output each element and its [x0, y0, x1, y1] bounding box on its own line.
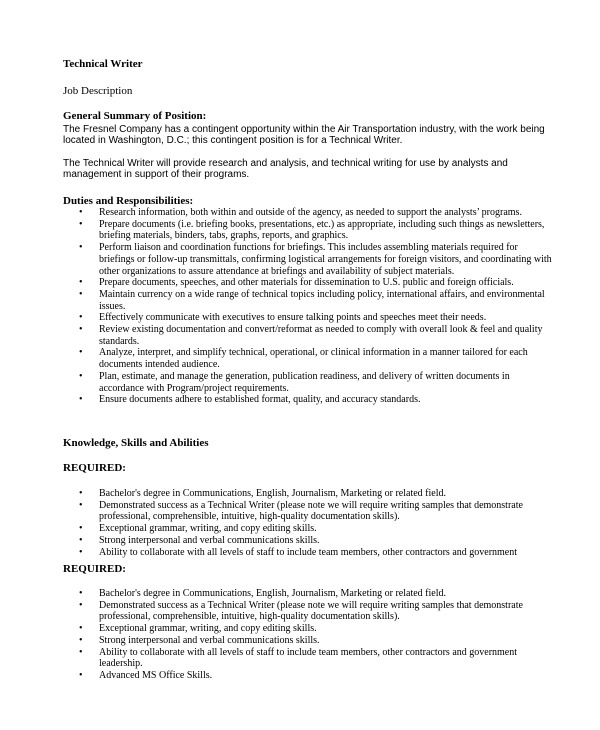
bullet-icon: • — [79, 347, 83, 359]
list-item — [63, 500, 553, 523]
bullet-icon: • — [79, 370, 83, 382]
bullet-icon: • — [79, 534, 83, 546]
list-item-text: Exceptional grammar, writing, and copy editing skills. — [99, 523, 317, 535]
list-item-text: Strong interpersonal and verbal communications skills. — [99, 534, 320, 546]
bullet-icon: • — [79, 242, 83, 254]
list-item-text: Bachelor's degree in Communications, English, Journalism, Marketing or related field. — [99, 488, 446, 499]
list-item — [63, 312, 553, 324]
list-item — [63, 547, 553, 559]
list-item — [63, 207, 553, 219]
bullet-icon: • — [79, 394, 83, 406]
list-item-text: Analyze, interpret, and simplify technical, operational, or clinical information in a manner tailored for each documents intended audience. — [99, 347, 528, 371]
list-item-text: Ensure documents adhere to established format, quality, and accuracy standards. — [99, 394, 421, 406]
bullet-icon: • — [79, 546, 83, 558]
list-item-text: Prepare documents (i.e. briefing books, presentations, etc.) as appropriate, including such things as newsletters, briefing materials, binders, tabs, graphs, reports, and graphics. — [99, 218, 545, 242]
summary-paragraph-2: The Technical Writer will provide research and analysis, and technical writing for use by analysts and management in support of their programs. — [63, 158, 508, 180]
bullet-icon: • — [79, 488, 83, 499]
bullet-icon: • — [79, 588, 83, 599]
doc-subtitle: Job Description — [63, 85, 133, 97]
doc-title: Technical Writer — [63, 58, 143, 70]
list-item-text: Review existing documentation and convert/reformat as needed to comply with overall look & feel and quality standards. — [99, 324, 543, 347]
bullet-icon: • — [79, 623, 83, 635]
list-item — [63, 670, 553, 682]
list-item-text: Advanced MS Office Skills. — [99, 669, 213, 681]
bullet-icon: • — [79, 288, 83, 300]
required-heading-1: REQUIRED: — [63, 462, 126, 474]
list-item — [63, 219, 553, 242]
list-item-text: Perform liaison and coordination functions for briefings. This includes assembling materials required for briefings or follow-up transmittals, confirming logistical arrangements for foreign visitors, and coordinating with other organizations to assure attendance at briefings and availability of subject materials. — [99, 242, 552, 277]
list-item — [63, 347, 553, 370]
bullet-icon: • — [79, 634, 83, 646]
list-item-text: Effectively communicate with executives to ensure talking points and speeches meet their needs. — [99, 312, 487, 324]
list-item — [63, 523, 553, 535]
required-list-2 — [63, 588, 553, 682]
list-item — [63, 289, 553, 312]
list-item-text: Exceptional grammar, writing, and copy editing skills. — [99, 623, 317, 635]
list-item-text: Plan, estimate, and manage the generation, publication readiness, and delivery of written documents in accordance with Program/project requirements. — [99, 370, 510, 394]
list-item-text: Maintain currency on a wide range of technical topics including policy, international affairs, and environmental issues. — [99, 288, 545, 312]
list-item — [63, 394, 553, 406]
ksa-heading: Knowledge, Skills and Abilities — [63, 437, 209, 449]
list-item-text: Prepare documents, speeches, and other materials for dissemination to U.S. public and foreign officials. — [99, 277, 514, 289]
list-item — [63, 371, 553, 394]
list-item — [63, 635, 553, 647]
list-item-text: Strong interpersonal and verbal communications skills. — [99, 634, 320, 646]
list-item — [63, 600, 553, 623]
bullet-icon: • — [79, 207, 83, 218]
duties-heading: Duties and Responsibilities: — [63, 195, 194, 207]
list-item-text: Ability to collaborate with all levels of staff to include team members, other contractors and government leadership. — [99, 646, 518, 670]
list-item — [63, 535, 553, 547]
list-item-text: Bachelor's degree in Communications, English, Journalism, Marketing or related field. — [99, 588, 446, 599]
bullet-icon: • — [79, 499, 83, 511]
list-item — [63, 324, 553, 347]
required-list-1 — [63, 488, 553, 558]
list-item — [63, 588, 553, 600]
bullet-icon: • — [79, 277, 83, 289]
list-item — [63, 277, 553, 289]
list-item-text: Demonstrated success as a Technical Writer (please note we will require writing samples that demonstrate professional, comprehensible, intuitive, high-quality documentation skills). — [99, 499, 523, 523]
bullet-icon: • — [79, 523, 83, 535]
list-item-text: Research information, both within and outside of the agency, as needed to support the analysts’ programs. — [99, 207, 522, 218]
summary-heading: General Summary of Position: — [63, 110, 207, 122]
summary-paragraph-1: The Fresnel Company has a contingent opportunity within the Air Transportation industry, with the work being located in Washington, D.C.; this contingent position is for a Technical Writer. — [63, 124, 545, 146]
bullet-icon: • — [79, 669, 83, 681]
list-item-text: Demonstrated success as a Technical Writer (please note we will require writing samples that demonstrate professional, comprehensible, intuitive, high-quality documentation skills). — [99, 599, 523, 623]
list-item — [63, 242, 553, 277]
required-heading-2: REQUIRED: — [63, 563, 126, 575]
duties-list — [63, 207, 553, 406]
list-item — [63, 488, 553, 500]
bullet-icon: • — [79, 599, 83, 611]
list-item-text: Ability to collaborate with all levels of staff to include team members, other contractors and government — [99, 546, 518, 558]
bullet-icon: • — [79, 312, 83, 324]
list-item — [63, 623, 553, 635]
bullet-icon: • — [79, 324, 83, 336]
bullet-icon: • — [79, 218, 83, 230]
list-item — [63, 647, 553, 670]
bullet-icon: • — [79, 646, 83, 658]
